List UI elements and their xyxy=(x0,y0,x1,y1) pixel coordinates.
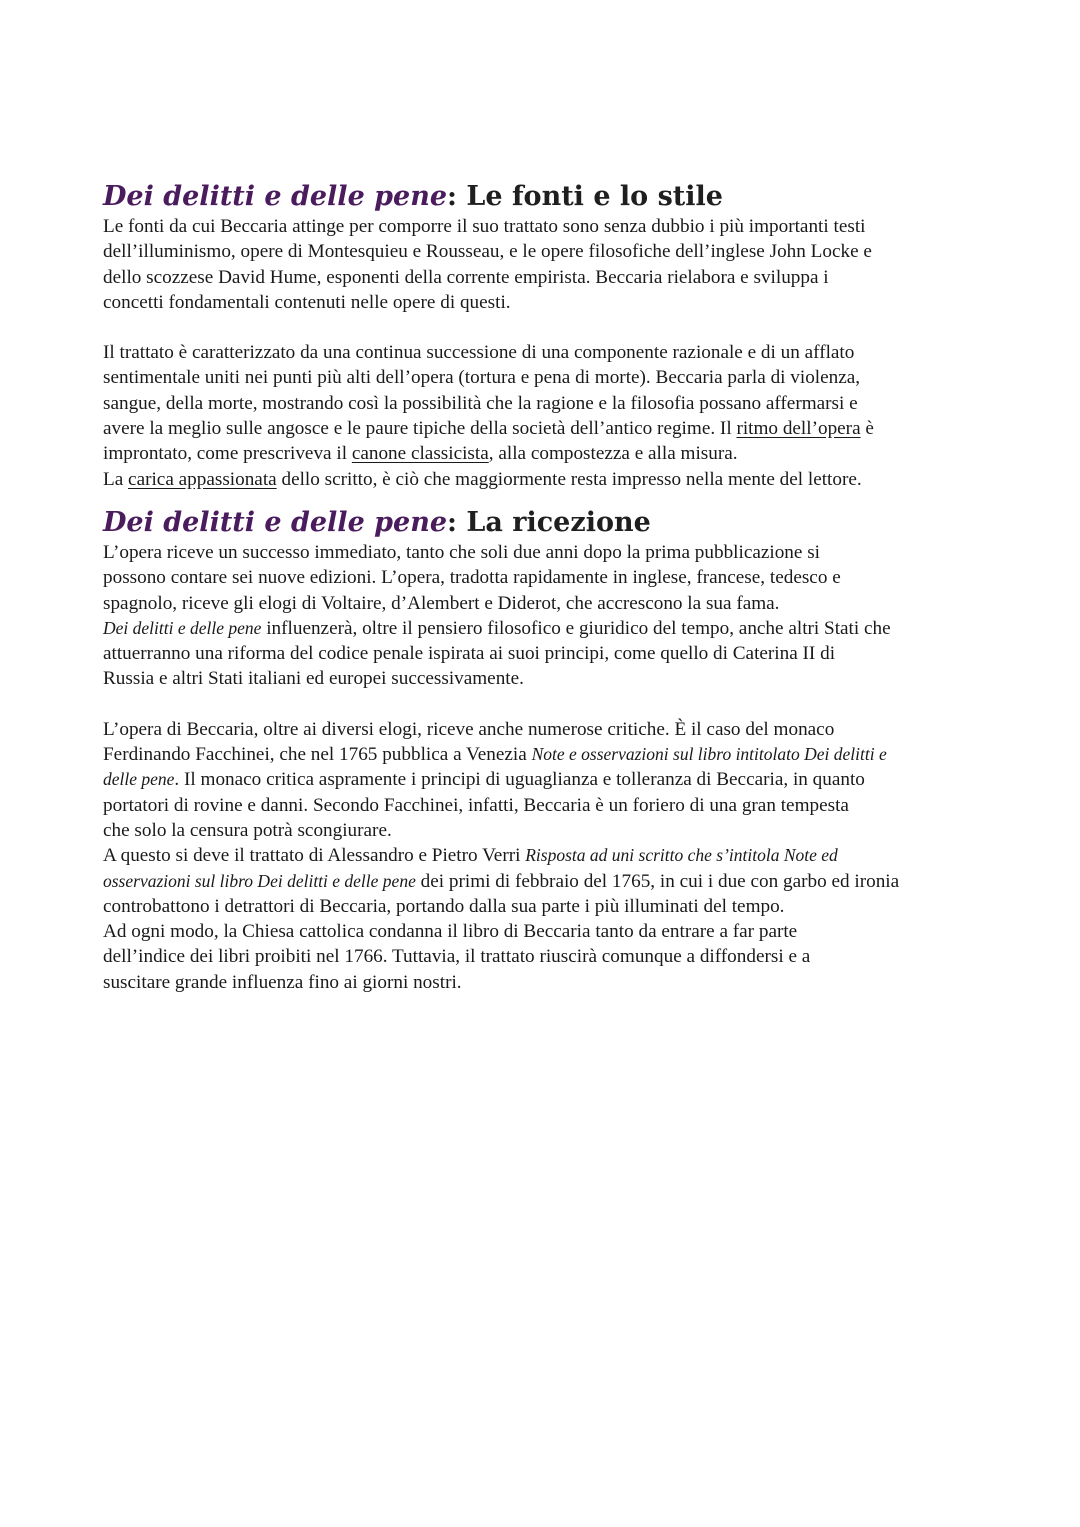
paragraph-fonti xyxy=(103,214,983,315)
title-work-name: Dei delitti e delle pene xyxy=(103,506,448,538)
italic-title: Risposta ad uni scritto che s’intitola Note ed xyxy=(525,845,838,866)
text-line xyxy=(103,843,983,868)
text-segment: improntato, come prescriveva il xyxy=(103,443,352,465)
underlined-term-canone: canone classicista xyxy=(351,443,489,465)
text-line: dello scozzese David Hume, esponenti della corrente empirista. Beccaria rielabora e sviluppa i xyxy=(103,266,829,288)
text-line xyxy=(103,616,983,641)
underlined-term-carica: carica appassionata xyxy=(128,468,277,490)
section-title-fonti-stile xyxy=(103,180,983,214)
text-line: controbattono i detrattori di Beccaria, portando dalla sua parte i più illuminati del tempo. xyxy=(103,895,785,917)
paragraph-spacer xyxy=(103,315,983,340)
text-segment: La xyxy=(103,468,129,490)
title-subtitle: : Le fonti e lo stile xyxy=(447,181,723,212)
text-segment: dei primi di febbraio del 1765, in cui i due con garbo ed ironia xyxy=(415,870,900,892)
text-line xyxy=(103,467,983,492)
italic-title: Note e osservazioni sul libro intitolato Dei delitti e xyxy=(531,744,887,765)
text-line: Il trattato è caratterizzato da una continua successione di una componente razionale e di un afflato xyxy=(103,342,855,364)
text-line: possono contare sei nuove edizioni. L’opera, tradotta rapidamente in inglese, francese, tedesco e xyxy=(103,567,841,589)
text-line: Russia e altri Stati italiani ed europei successivamente. xyxy=(103,668,524,690)
document-page xyxy=(103,180,983,995)
text-line: attuerranno una riforma del codice penale ispirata ai suoi principi, come quello di Caterina II di xyxy=(103,643,836,665)
text-line xyxy=(103,767,983,792)
text-line: dell’indice dei libri proibiti nel 1766. Tuttavia, il trattato riuscirà comunque a diffondersi e a xyxy=(103,946,811,968)
text-line: spagnolo, riceve gli elogi di Voltaire, d’Alembert e Diderot, che accrescono la sua fama. xyxy=(103,592,780,614)
italic-title: delle pene xyxy=(103,769,175,790)
text-segment: A questo si deve il trattato di Alessandro e Pietro Verri xyxy=(103,845,526,867)
text-segment: , alla compostezza e alla misura. xyxy=(488,443,738,465)
text-segment: influenzerà, oltre il pensiero filosofico e giuridico del tempo, anche altri Stati che xyxy=(261,617,891,639)
text-line: dell’illuminismo, opere di Montesquieu e Rousseau, e le opere filosofiche dell’inglese John Locke e xyxy=(103,241,872,263)
section-title-ricezione xyxy=(103,506,983,540)
text-line xyxy=(103,742,983,767)
text-line: suscitare grande influenza fino ai giorni nostri. xyxy=(103,971,462,993)
text-segment: Ferdinando Facchinei, che nel 1765 pubblica a Venezia xyxy=(103,744,532,766)
text-line: Ad ogni modo, la Chiesa cattolica condanna il libro di Beccaria tanto da entrare a far parte xyxy=(103,921,798,943)
section-spacer xyxy=(103,492,983,506)
text-line: L’opera riceve un successo immediato, tanto che soli due anni dopo la prima pubblicazione si xyxy=(103,541,821,563)
text-segment: . Il monaco critica aspramente i principi di uguaglianza e tolleranza di Beccaria, in quanto xyxy=(174,769,865,791)
text-line: che solo la censura potrà scongiurare. xyxy=(103,819,392,841)
text-line: concetti fondamentali contenuti nelle opere di questi. xyxy=(103,291,511,313)
text-line: sangue, della morte, mostrando così la possibilità che la ragione e la filosofia possano affermarsi e xyxy=(103,392,858,414)
paragraph-spacer xyxy=(103,692,983,717)
text-line xyxy=(103,441,983,466)
text-segment: è xyxy=(860,418,874,440)
italic-title: Dei delitti e delle pene xyxy=(103,617,262,638)
text-line: Le fonti da cui Beccaria attinge per comporre il suo trattato sono senza dubbio i più importanti testi xyxy=(103,216,866,237)
italic-title: osservazioni sul libro Dei delitti e delle pene xyxy=(103,870,416,891)
text-line: L’opera di Beccaria, oltre ai diversi elogi, riceve anche numerose critiche. È il caso del monaco xyxy=(103,718,835,740)
paragraph-ricezione xyxy=(103,540,983,692)
text-segment: avere la meglio sulle angosce e le paure tipiche della società dell’antico regime. Il xyxy=(103,418,737,440)
text-line xyxy=(103,869,983,894)
text-line: portatori di rovine e danni. Secondo Facchinei, infatti, Beccaria è un foriero di una gran tempesta xyxy=(103,794,849,816)
paragraph-critiche xyxy=(103,717,983,995)
paragraph-stile xyxy=(103,340,983,492)
text-line xyxy=(103,416,983,441)
title-work-name: Dei delitti e delle pene xyxy=(103,181,448,212)
text-segment: dello scritto, è ciò che maggiormente resta impresso nella mente del lettore. xyxy=(276,468,862,490)
title-subtitle: : La ricezione xyxy=(447,506,651,538)
text-line: sentimentale uniti nei punti più alti dell’opera (tortura e pena di morte). Beccaria parla di violenza, xyxy=(103,367,861,389)
underlined-term-ritmo: ritmo dell’opera xyxy=(736,418,861,440)
